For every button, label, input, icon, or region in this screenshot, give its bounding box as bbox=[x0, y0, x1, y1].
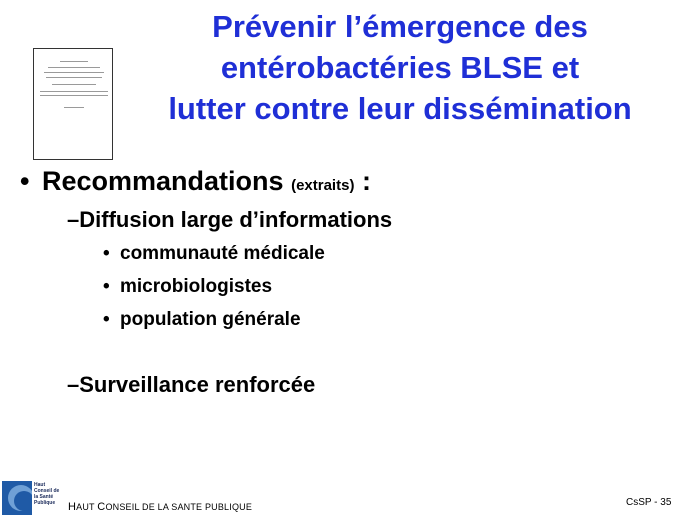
dash-marker: – bbox=[67, 207, 80, 232]
logo-text: Haut Conseil de la Santé Publique bbox=[34, 482, 60, 506]
item-surveillance bbox=[67, 372, 315, 398]
document-thumbnail-icon bbox=[33, 48, 113, 160]
subitem-population bbox=[103, 309, 301, 331]
organization-name: HAUT CONSEIL DE LA SANTE PUBLIQUE bbox=[68, 501, 253, 513]
sub-bullet-icon: • bbox=[103, 309, 110, 330]
sub-bullet-icon: • bbox=[103, 276, 110, 297]
subitem-text: population générale bbox=[120, 309, 301, 330]
title-line-1: Prévenir l’émergence des bbox=[212, 9, 588, 44]
subitem-text: microbiologistes bbox=[120, 276, 273, 297]
title-line-3: lutter contre leur dissémination bbox=[168, 91, 632, 126]
hcsp-logo-icon bbox=[2, 481, 64, 515]
item-surveillance-text: Surveillance renforcée bbox=[79, 372, 316, 397]
colon: : bbox=[361, 166, 371, 196]
dash-marker: – bbox=[67, 372, 80, 397]
item-diffusion-text: Diffusion large d’informations bbox=[79, 207, 393, 232]
logo-mark bbox=[2, 481, 32, 515]
recommandations-label: Recommandations bbox=[42, 166, 284, 196]
page-number: CsSP - 35 bbox=[626, 497, 672, 508]
subitem-text: communauté médicale bbox=[120, 243, 325, 264]
slide-title bbox=[120, 6, 680, 129]
recommandations-line bbox=[42, 166, 371, 197]
subitem-microbiologistes bbox=[103, 276, 272, 298]
bullet-dot-icon: • bbox=[20, 166, 30, 196]
item-diffusion bbox=[67, 207, 392, 233]
extraits-label: (extraits) bbox=[291, 177, 355, 194]
sub-bullet-icon: • bbox=[103, 243, 110, 264]
title-line-2: entérobactéries BLSE et bbox=[220, 50, 580, 85]
subitem-communaute bbox=[103, 243, 325, 265]
